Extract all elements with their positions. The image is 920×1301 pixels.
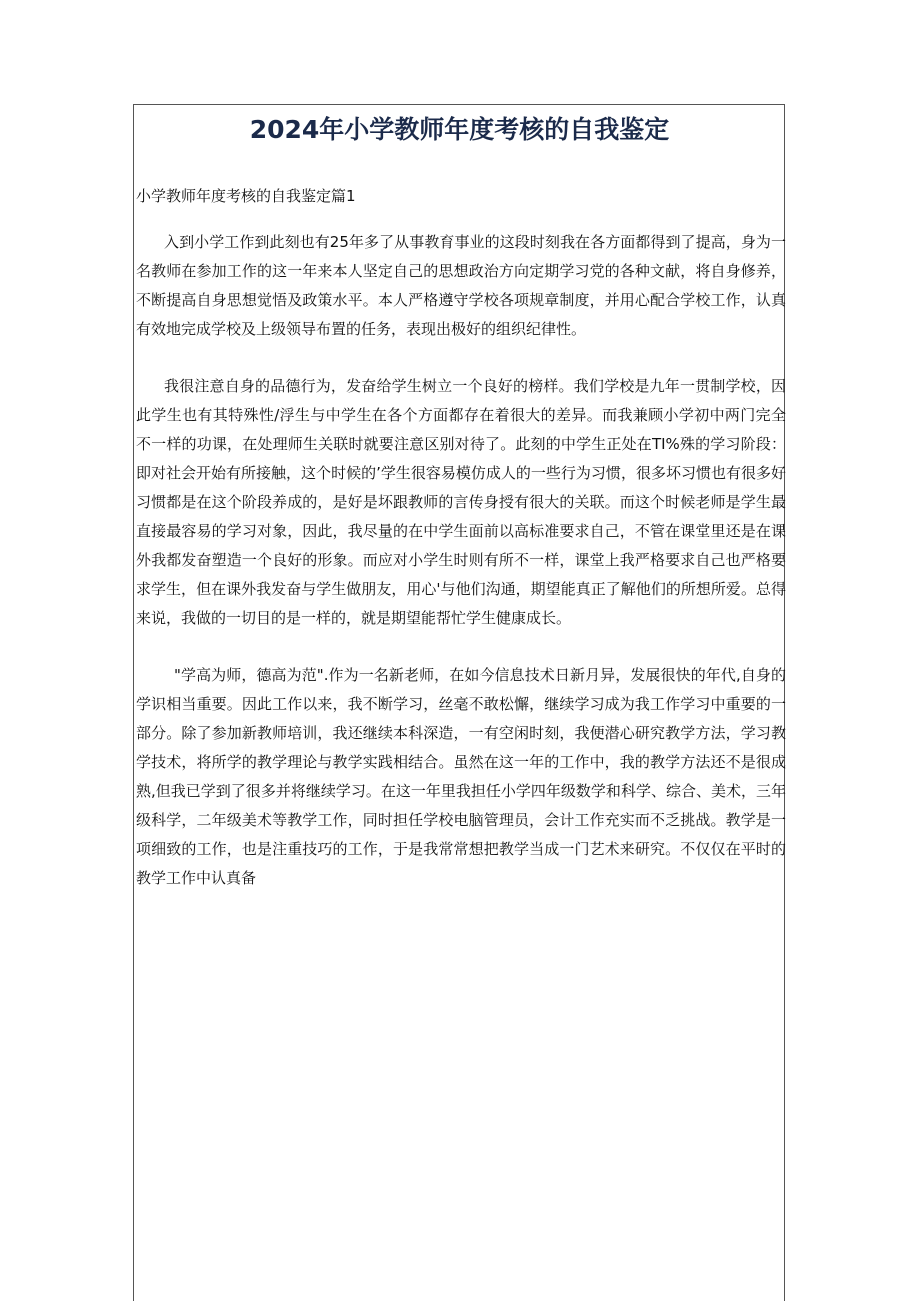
document-title: 2024年小学教师年度考核的自我鉴定 [249, 115, 670, 144]
document-body [136, 228, 786, 921]
paragraph-3: "学高为师，德高为范".作为一名新老师，在如今信息技术日新月异，发展很快的年代,自身的学识相当重要。因此工作以来，我不断学习，丝毫不敢松懈，继续学习成为我工作学习中重要的一部分。除了参加新教师培训，我还继续本科深造，一有空闲时刻，我便潜心研究教学方法，学习教学技术，将所学的教学理论与教学实践相结合。虽然在这一年的工作中，我的教学方法还不是很成熟,但我已学到了很多并将继续学习。在这一年里我担任小学四年级数学和科学、综合、美术，三年级科学，二年级美术等教学工作，同时担任学校电脑管理员，会计工作充实而不乏挑战。教学是一项细致的工作，也是注重技巧的工作，于是我常常想把教学当成一门艺术来研究。不仅仅在平时的教学工作中认真备 [136, 666, 786, 887]
paragraph-2: 我很注意自身的品德行为，发奋给学生树立一个良好的榜样。我们学校是九年一贯制学校，因此学生也有其特殊性/浮生与中学生在各个方面都存在着很大的差异。而我兼顾小学初中两门完全不一样的功课，在处理师生关联时就要注意区别对待了。此刻的中学生正处在TI%殊的学习阶段：即对社会开始有所接触，这个时候的’学生很容易模仿成人的一些行为习惯，很多坏习惯也有很多好习惯都是在这个阶段养成的，是好是坏跟教师的言传身授有很大的关联。而这个时候老师是学生最直接最容易的学习对象，因此，我尽量的在中学生面前以高标准要求自己，不管在课堂里还是在课外我都发奋塑造一个良好的形象。而应对小学生时则有所不一样，课堂上我严格要求自己也严格要求学生，但在课外我发奋与学生做朋友，用心'与他们沟通，期望能真正了解他们的所想所爱。总得来说，我做的一切目的是一样的，就是期望能帮忙学生健康成长。 [136, 377, 786, 627]
section-heading: 小学教师年度考核的自我鉴定篇1 [136, 187, 356, 205]
paragraph-1: 入到小学工作到此刻也有25年多了从事教育事业的这段时刻我在各方面都得到了提高，身为一名教师在参加工作的这一年来本人坚定自己的思想政治方向定期学习党的各种文献，将自身修养，不断提高自身思想觉悟及政策水平。本人严格遵守学校各项规章制度，并用心配合学校工作，认真有效地完成学校及上级领导布置的任务，表现出极好的组织纪律性。 [136, 233, 786, 338]
